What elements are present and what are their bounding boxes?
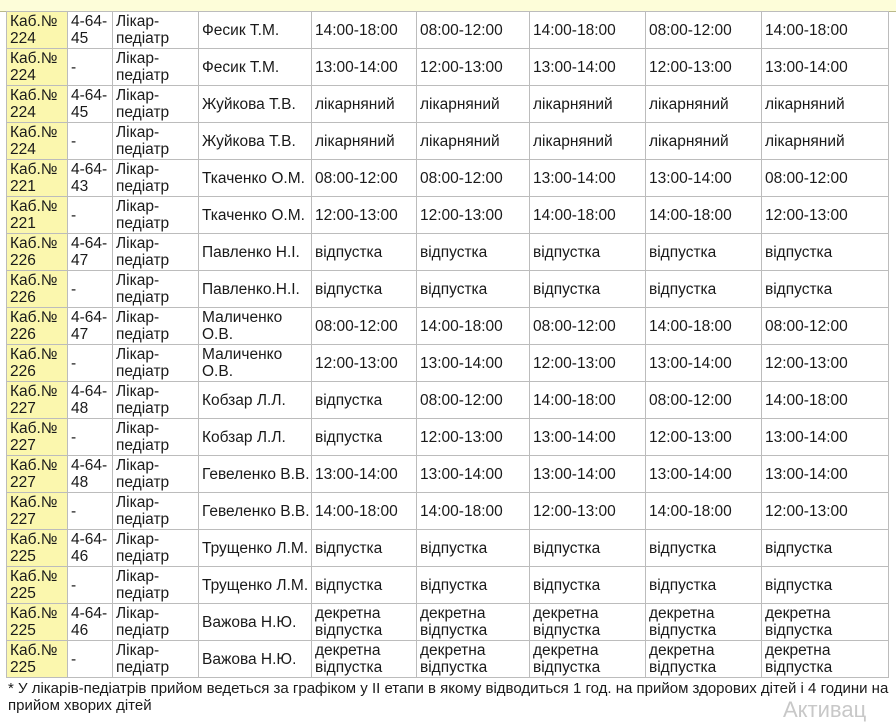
room-cell: Каб.№ 227 — [7, 382, 68, 419]
schedule-slot-cell: 14:00-18:00 — [646, 308, 762, 345]
schedule-slot-cell: відпустка — [312, 530, 417, 567]
schedule-slot-cell: декретна відпустка — [417, 641, 530, 678]
role-cell: Лікар-педіатр — [113, 641, 199, 678]
role-cell: Лікар-педіатр — [113, 234, 199, 271]
schedule-slot-cell: 08:00-12:00 — [312, 160, 417, 197]
phone-cell: - — [68, 419, 113, 456]
schedule-slot-cell: лікарняний — [646, 123, 762, 160]
table-row — [7, 12, 889, 49]
schedule-slot-cell: декретна відпустка — [312, 641, 417, 678]
role-cell: Лікар-педіатр — [113, 382, 199, 419]
schedule-slot-cell: відпустка — [530, 234, 646, 271]
schedule-slot-cell: лікарняний — [312, 86, 417, 123]
phone-cell: 4-64-47 — [68, 234, 113, 271]
schedule-slot-cell: 14:00-18:00 — [312, 12, 417, 49]
phone-cell: 4-64-45 — [68, 12, 113, 49]
schedule-slot-cell: 13:00-14:00 — [646, 160, 762, 197]
schedule-slot-cell: 13:00-14:00 — [646, 456, 762, 493]
schedule-slot-cell: 13:00-14:00 — [530, 456, 646, 493]
phone-cell: 4-64-45 — [68, 86, 113, 123]
schedule-slot-cell: 14:00-18:00 — [762, 382, 889, 419]
schedule-slot-cell: лікарняний — [530, 86, 646, 123]
table-row — [7, 197, 889, 234]
doctor-cell: Ткаченко О.М. — [199, 197, 312, 234]
phone-cell: - — [68, 123, 113, 160]
schedule-slot-cell: декретна відпустка — [530, 641, 646, 678]
phone-cell: - — [68, 197, 113, 234]
room-cell: Каб.№ 225 — [7, 604, 68, 641]
schedule-slot-cell: відпустка — [762, 234, 889, 271]
room-cell: Каб.№ 225 — [7, 567, 68, 604]
doctor-cell: Гевеленко В.В. — [199, 493, 312, 530]
table-row — [7, 308, 889, 345]
schedule-slot-cell: відпустка — [530, 271, 646, 308]
room-cell: Каб.№ 224 — [7, 49, 68, 86]
schedule-slot-cell: 14:00-18:00 — [646, 197, 762, 234]
role-cell: Лікар-педіатр — [113, 197, 199, 234]
phone-cell: - — [68, 271, 113, 308]
room-cell: Каб.№ 225 — [7, 641, 68, 678]
doctor-cell: Павленко Н.І. — [199, 234, 312, 271]
table-row — [7, 493, 889, 530]
doctor-cell: Маличенко О.В. — [199, 308, 312, 345]
schedule-table — [6, 11, 889, 678]
room-cell: Каб.№ 226 — [7, 308, 68, 345]
role-cell: Лікар-педіатр — [113, 12, 199, 49]
schedule-slot-cell: 12:00-13:00 — [417, 49, 530, 86]
table-row — [7, 530, 889, 567]
schedule-slot-cell: 08:00-12:00 — [417, 12, 530, 49]
role-cell: Лікар-педіатр — [113, 86, 199, 123]
schedule-slot-cell: відпустка — [417, 234, 530, 271]
schedule-slot-cell: відпустка — [312, 419, 417, 456]
schedule-slot-cell: 12:00-13:00 — [417, 419, 530, 456]
schedule-slot-cell: відпустка — [646, 271, 762, 308]
schedule-slot-cell: відпустка — [646, 530, 762, 567]
schedule-slot-cell: лікарняний — [646, 86, 762, 123]
room-cell: Каб.№ 221 — [7, 197, 68, 234]
schedule-slot-cell: 14:00-18:00 — [530, 382, 646, 419]
table-row — [7, 641, 889, 678]
table-row — [7, 345, 889, 382]
phone-cell: - — [68, 49, 113, 86]
schedule-slot-cell: 12:00-13:00 — [312, 345, 417, 382]
table-row — [7, 456, 889, 493]
schedule-slot-cell: відпустка — [312, 271, 417, 308]
schedule-slot-cell: відпустка — [312, 567, 417, 604]
room-cell: Каб.№ 224 — [7, 123, 68, 160]
schedule-slot-cell: 14:00-18:00 — [417, 493, 530, 530]
schedule-slot-cell: 13:00-14:00 — [530, 160, 646, 197]
schedule-slot-cell: відпустка — [417, 530, 530, 567]
schedule-slot-cell: 08:00-12:00 — [762, 308, 889, 345]
room-cell: Каб.№ 227 — [7, 456, 68, 493]
doctor-cell: Павленко.Н.І. — [199, 271, 312, 308]
schedule-slot-cell: відпустка — [530, 530, 646, 567]
schedule-slot-cell: 14:00-18:00 — [530, 12, 646, 49]
schedule-slot-cell: 12:00-13:00 — [646, 419, 762, 456]
schedule-slot-cell: декретна відпустка — [530, 604, 646, 641]
room-cell: Каб.№ 224 — [7, 86, 68, 123]
schedule-slot-cell: лікарняний — [417, 123, 530, 160]
room-cell: Каб.№ 226 — [7, 234, 68, 271]
phone-cell: 4-64-48 — [68, 456, 113, 493]
schedule-slot-cell: 13:00-14:00 — [762, 49, 889, 86]
schedule-slot-cell: відпустка — [417, 271, 530, 308]
room-cell: Каб.№ 227 — [7, 493, 68, 530]
room-cell: Каб.№ 221 — [7, 160, 68, 197]
schedule-slot-cell: 12:00-13:00 — [646, 49, 762, 86]
schedule-slot-cell: 12:00-13:00 — [762, 493, 889, 530]
doctor-cell: Фесик Т.М. — [199, 12, 312, 49]
doctor-cell: Жуйкова Т.В. — [199, 86, 312, 123]
phone-cell: 4-64-43 — [68, 160, 113, 197]
schedule-slot-cell: лікарняний — [312, 123, 417, 160]
table-row — [7, 382, 889, 419]
role-cell: Лікар-педіатр — [113, 308, 199, 345]
schedule-slot-cell: 08:00-12:00 — [646, 12, 762, 49]
schedule-slot-cell: 13:00-14:00 — [646, 345, 762, 382]
doctor-cell: Трущенко Л.М. — [199, 530, 312, 567]
room-cell: Каб.№ 226 — [7, 271, 68, 308]
schedule-slot-cell: 13:00-14:00 — [417, 456, 530, 493]
schedule-slot-cell: 08:00-12:00 — [762, 160, 889, 197]
phone-cell: - — [68, 345, 113, 382]
schedule-slot-cell: декретна відпустка — [762, 641, 889, 678]
schedule-slot-cell: 14:00-18:00 — [646, 493, 762, 530]
schedule-slot-cell: 14:00-18:00 — [530, 197, 646, 234]
table-row — [7, 567, 889, 604]
schedule-slot-cell: 13:00-14:00 — [762, 419, 889, 456]
role-cell: Лікар-педіатр — [113, 160, 199, 197]
schedule-slot-cell: 12:00-13:00 — [417, 197, 530, 234]
table-row — [7, 49, 889, 86]
schedule-slot-cell: 12:00-13:00 — [312, 197, 417, 234]
table-row — [7, 419, 889, 456]
phone-cell: 4-64-47 — [68, 308, 113, 345]
phone-cell: 4-64-48 — [68, 382, 113, 419]
schedule-slot-cell: 08:00-12:00 — [312, 308, 417, 345]
phone-cell: - — [68, 493, 113, 530]
doctor-cell: Жуйкова Т.В. — [199, 123, 312, 160]
role-cell: Лікар-педіатр — [113, 345, 199, 382]
doctor-cell: Важова Н.Ю. — [199, 604, 312, 641]
schedule-slot-cell: лікарняний — [417, 86, 530, 123]
doctor-cell: Маличенко О.В. — [199, 345, 312, 382]
schedule-slot-cell: декретна відпустка — [312, 604, 417, 641]
schedule-slot-cell: лікарняний — [530, 123, 646, 160]
room-cell: Каб.№ 226 — [7, 345, 68, 382]
schedule-slot-cell: 12:00-13:00 — [530, 493, 646, 530]
schedule-slot-cell: відпустка — [530, 567, 646, 604]
schedule-slot-cell: 08:00-12:00 — [646, 382, 762, 419]
schedule-slot-cell: 13:00-14:00 — [417, 345, 530, 382]
schedule-slot-cell: відпустка — [646, 234, 762, 271]
room-cell: Каб.№ 224 — [7, 12, 68, 49]
schedule-slot-cell: 14:00-18:00 — [417, 308, 530, 345]
schedule-slot-cell: відпустка — [646, 567, 762, 604]
schedule-slot-cell: 13:00-14:00 — [530, 49, 646, 86]
phone-cell: - — [68, 641, 113, 678]
role-cell: Лікар-педіатр — [113, 493, 199, 530]
schedule-slot-cell: відпустка — [762, 530, 889, 567]
schedule-slot-cell: 13:00-14:00 — [312, 456, 417, 493]
activation-watermark: Активац — [783, 697, 867, 722]
schedule-slot-cell: 14:00-18:00 — [762, 12, 889, 49]
doctor-cell: Фесик Т.М. — [199, 49, 312, 86]
doctor-cell: Трущенко Л.М. — [199, 567, 312, 604]
role-cell: Лікар-педіатр — [113, 49, 199, 86]
room-cell: Каб.№ 225 — [7, 530, 68, 567]
schedule-slot-cell: відпустка — [312, 382, 417, 419]
schedule-slot-cell: 08:00-12:00 — [417, 160, 530, 197]
schedule-slot-cell: лікарняний — [762, 86, 889, 123]
table-row — [7, 271, 889, 308]
schedule-slot-cell: декретна відпустка — [646, 604, 762, 641]
schedule-slot-cell: лікарняний — [762, 123, 889, 160]
doctor-cell: Важова Н.Ю. — [199, 641, 312, 678]
table-row — [7, 604, 889, 641]
schedule-slot-cell: 12:00-13:00 — [530, 345, 646, 382]
schedule-slot-cell: 13:00-14:00 — [762, 456, 889, 493]
table-row — [7, 86, 889, 123]
doctor-cell: Ткаченко О.М. — [199, 160, 312, 197]
role-cell: Лікар-педіатр — [113, 419, 199, 456]
phone-cell: 4-64-46 — [68, 604, 113, 641]
schedule-slot-cell: відпустка — [417, 567, 530, 604]
role-cell: Лікар-педіатр — [113, 456, 199, 493]
doctor-cell: Кобзар Л.Л. — [199, 382, 312, 419]
schedule-slot-cell: декретна відпустка — [762, 604, 889, 641]
schedule-footnote: * У лікарів-педіатрів прийом ведеться за графіком у ІІ етапи в якому відводиться 1 год. на прийом здорових дітей і 4 години на прийом хворих дітей — [8, 680, 889, 714]
schedule-slot-cell: 14:00-18:00 — [312, 493, 417, 530]
schedule-slot-cell: 13:00-14:00 — [312, 49, 417, 86]
table-row — [7, 234, 889, 271]
phone-cell: - — [68, 567, 113, 604]
schedule-slot-cell: декретна відпустка — [646, 641, 762, 678]
doctor-cell: Кобзар Л.Л. — [199, 419, 312, 456]
phone-cell: 4-64-46 — [68, 530, 113, 567]
schedule-slot-cell: 13:00-14:00 — [530, 419, 646, 456]
schedule-slot-cell: декретна відпустка — [417, 604, 530, 641]
schedule-slot-cell: відпустка — [312, 234, 417, 271]
schedule-slot-cell: відпустка — [762, 567, 889, 604]
schedule-slot-cell: відпустка — [762, 271, 889, 308]
role-cell: Лікар-педіатр — [113, 271, 199, 308]
room-cell: Каб.№ 227 — [7, 419, 68, 456]
schedule-slot-cell: 08:00-12:00 — [530, 308, 646, 345]
schedule-slot-cell: 08:00-12:00 — [417, 382, 530, 419]
schedule-slot-cell: 12:00-13:00 — [762, 197, 889, 234]
role-cell: Лікар-педіатр — [113, 530, 199, 567]
role-cell: Лікар-педіатр — [113, 567, 199, 604]
schedule-slot-cell: 12:00-13:00 — [762, 345, 889, 382]
table-row — [7, 123, 889, 160]
role-cell: Лікар-педіатр — [113, 123, 199, 160]
role-cell: Лікар-педіатр — [113, 604, 199, 641]
table-row — [7, 160, 889, 197]
doctor-cell: Гевеленко В.В. — [199, 456, 312, 493]
